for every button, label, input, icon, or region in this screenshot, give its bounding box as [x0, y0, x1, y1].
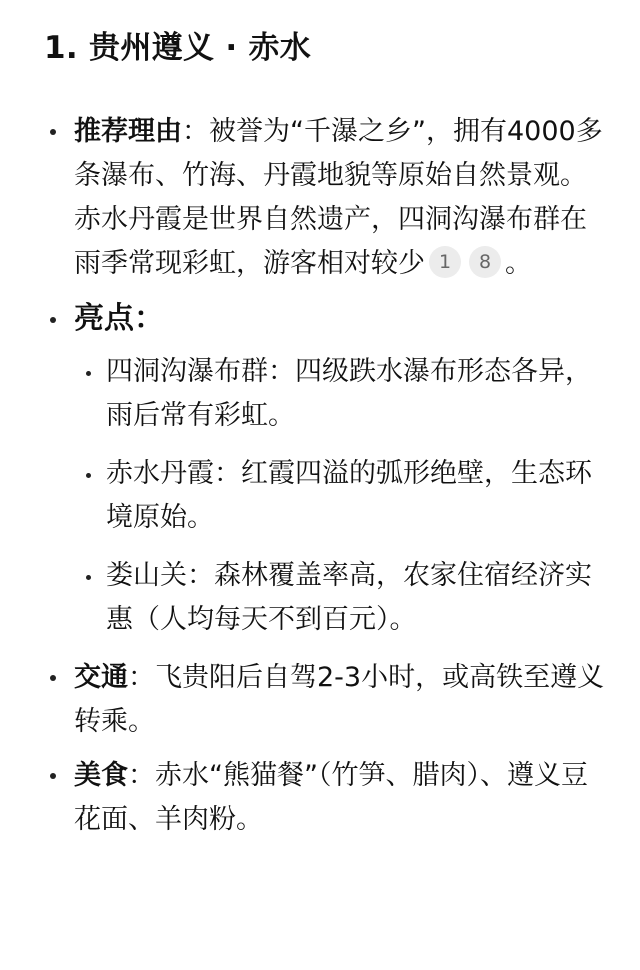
reason-end: 。: [505, 248, 532, 279]
bullet-dot: [50, 317, 56, 323]
list-item-reason: [44, 110, 610, 286]
highlight-label: 四洞沟瀑布群: [106, 356, 268, 387]
highlight-separator: ：: [268, 356, 295, 387]
bullet-dot: [86, 473, 91, 478]
highlight-text: 四级跌水瀑布形态各异，雨后常有彩虹。: [106, 356, 592, 431]
bullet-dot: [86, 371, 91, 376]
highlight-separator: ：: [187, 560, 214, 591]
bullet-dot: [50, 675, 56, 681]
food-separator: ：: [128, 760, 155, 791]
reason-label: 推荐理由: [74, 116, 182, 147]
citation-badge-8[interactable]: 8: [469, 246, 501, 278]
transport-label: 交通: [74, 662, 128, 693]
list-item-highlights: [44, 296, 610, 642]
highlight-text: 森林覆盖率高，农家住宿经济实惠（人均每天不到百元）。: [106, 560, 592, 635]
section-title: 1. 贵州遵义 · 赤水: [44, 30, 312, 66]
list-item-highlight: [76, 452, 610, 540]
reason-text: 被誉为“千瀑之乡”，拥有4000多条瀑布、竹海、丹霞地貌等原始自然景观。赤水丹霞是世界自然遗产，四洞沟瀑布群在雨季常现彩虹，游客相对较少: [74, 116, 603, 279]
list-item-highlight: [76, 350, 610, 438]
citation-badge-1[interactable]: 1: [429, 246, 461, 278]
highlights-list: [74, 350, 610, 642]
food-label: 美食: [74, 760, 128, 791]
transport-separator: ：: [128, 662, 155, 693]
main-list: [44, 110, 610, 842]
highlights-label: 亮点：: [74, 301, 164, 336]
highlight-label: 赤水丹霞: [106, 458, 214, 489]
list-item-highlight: [76, 554, 610, 642]
bullet-dot: [50, 773, 56, 779]
transport-text: 飞贵阳后自驾2-3小时，或高铁至遵义转乘。: [74, 662, 605, 737]
list-item-food: [44, 754, 610, 842]
list-item-transport: [44, 656, 610, 744]
bullet-dot: [86, 575, 91, 580]
food-text: 赤水“熊猫餐”（竹笋、腊肉）、遵义豆花面、羊肉粉。: [74, 760, 588, 835]
reason-separator: ：: [182, 116, 209, 147]
bullet-dot: [50, 129, 56, 135]
highlight-label: 娄山关: [106, 560, 187, 591]
highlight-separator: ：: [214, 458, 241, 489]
highlight-text: 红霞四溢的弧形绝壁，生态环境原始。: [106, 458, 592, 533]
